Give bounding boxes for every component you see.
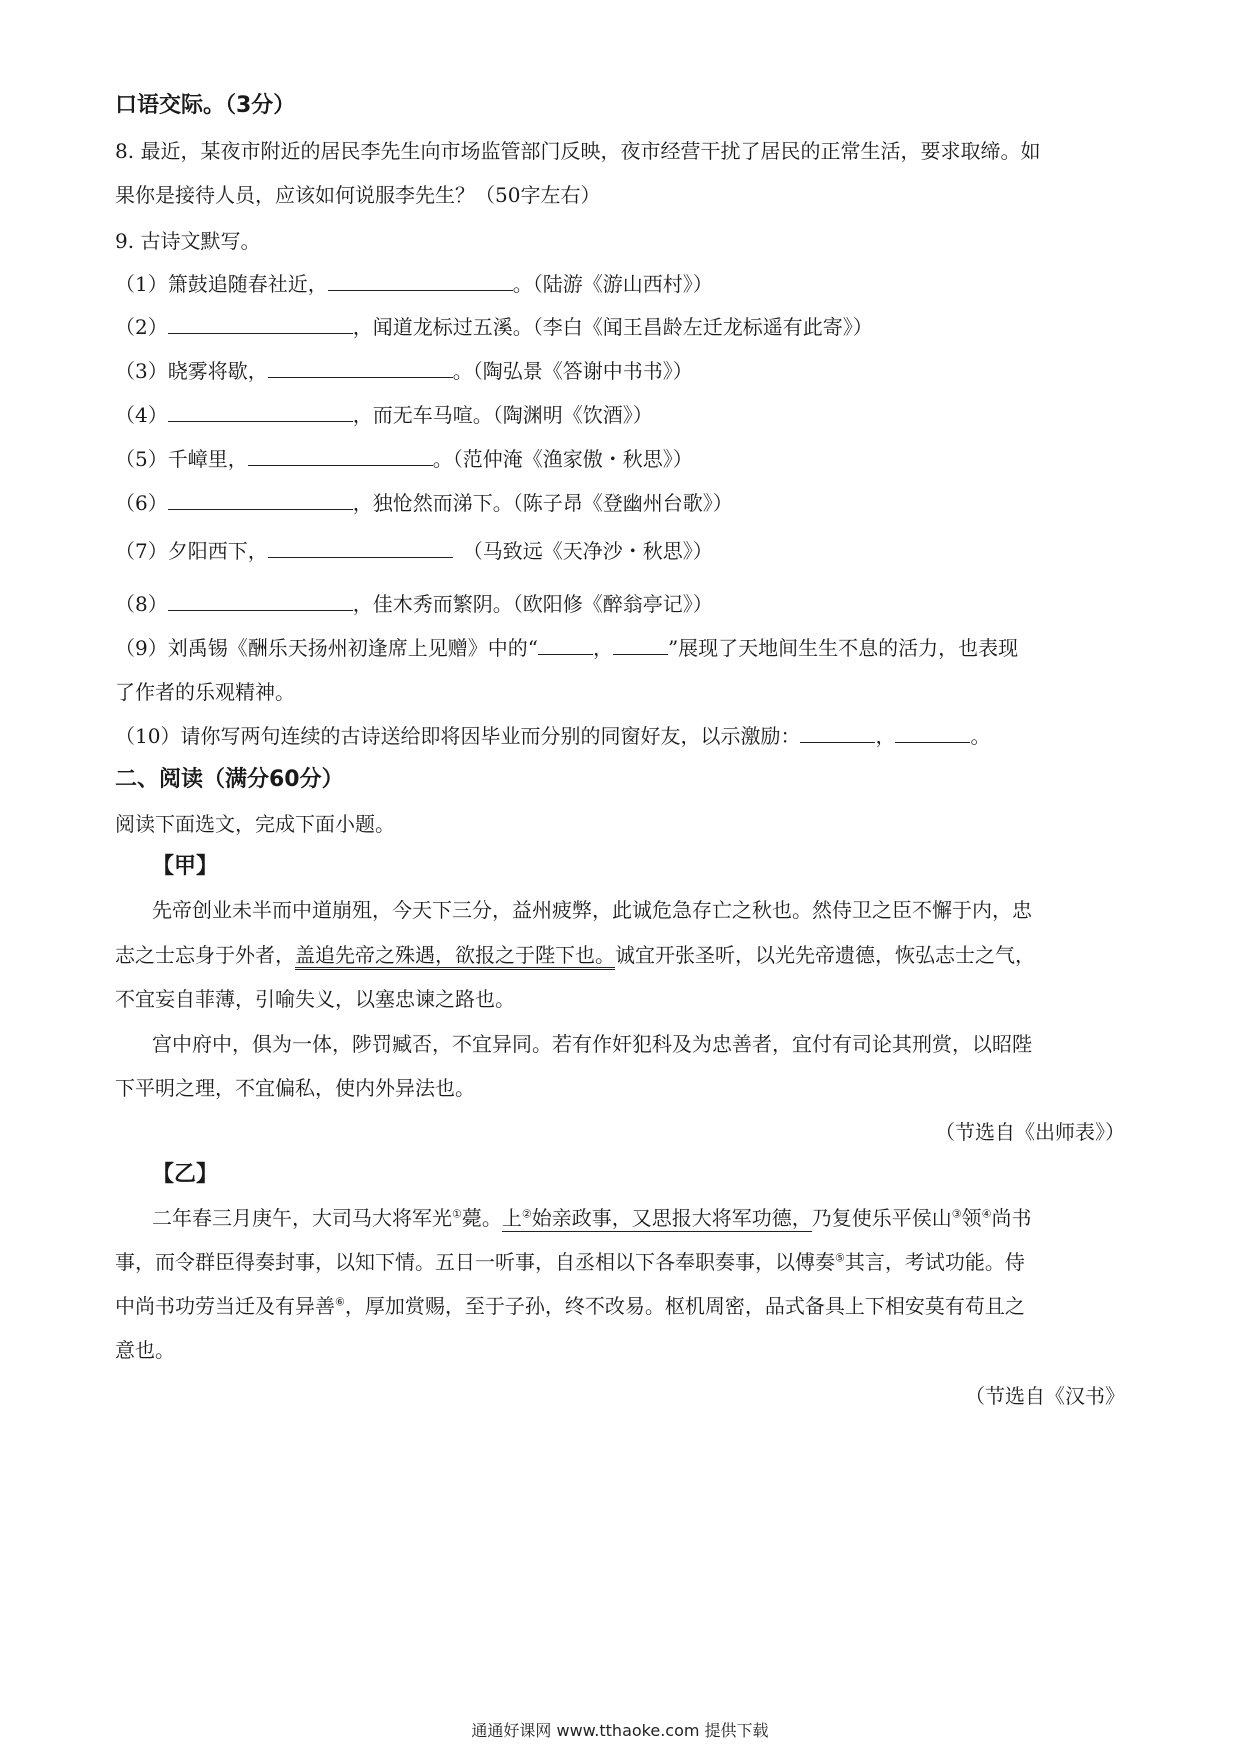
poem-item-7-prefix: （7）夕阳西下， [115,539,268,563]
poem-item-4-suffix: ，而无车马喧。（陶渊明《饮酒》） [352,403,653,427]
poem-item-9-line2: 了作者的乐观精神。 [115,680,295,704]
yi-line3 [115,1292,1125,1320]
yi-line1-d: 领 [961,1206,982,1230]
reading-intro: 阅读下面选文，完成下面小题。 [115,812,395,836]
jia-source: （节选自《出师表》） [935,1120,1125,1144]
yi-line4: 意也。 [115,1338,175,1362]
passage-jia-label: 【甲】 [152,854,219,879]
poem-item-10 [115,722,1125,750]
yi-underlined-b: 始亲政事，又思报大将军功德， [531,1206,812,1230]
yi-underlined-a: 上 [501,1206,522,1230]
poem-item-5-prefix: （5）千嶂里， [115,447,248,471]
poem-item-6-suffix: ，独怆然而涕下。（陈子昂《登幽州台歌》） [352,491,733,515]
answer-blank[interactable] [268,357,453,378]
poem-item-5 [115,445,1125,473]
jia-p1-line2-b: 诚宜开张圣听，以光先帝遗德，恢弘志士之气， [615,943,1035,967]
reading-heading: 二、阅读（满分60分） [115,767,344,792]
jia-p1-line2-a: 志之士忘身于外者， [115,943,295,967]
poem-item-4-prefix: （4） [115,403,168,427]
yi-line1-e: 尚书 [991,1206,1032,1230]
passage-yi-label: 【乙】 [152,1162,219,1187]
yi-source: （节选自《汉书》 [965,1384,1125,1408]
yi-line2-b: 其言，考试功能。侍 [844,1250,1025,1274]
poem-item-4 [115,401,1125,429]
poem-item-9 [115,634,1125,662]
yi-line3-a: 中尚书功劳当迁及有异善 [115,1294,335,1318]
yi-line1-c: 乃复使乐平侯山 [811,1206,952,1230]
poem-item-3-prefix: （3）晓雾将歇， [115,359,268,383]
poem-item-10-comma: ， [875,724,896,748]
jia-underlined-sentence: 盖追先帝之殊遇，欲报之于陛下也。 [295,943,615,970]
jia-p2-line2: 下平明之理，不宜偏私，使内外异法也。 [115,1076,475,1100]
footnote-marker-3: ③ [951,1207,962,1221]
poem-item-6-prefix: （6） [115,491,168,515]
poem-item-2 [115,313,1125,341]
answer-blank[interactable] [168,489,353,510]
answer-blank[interactable] [800,722,875,743]
poem-item-7 [115,537,1125,565]
page-footer: 通通好课网 www.tthaoke.com 提供下载 [471,1721,769,1740]
jia-p1-line3: 不宜妄自菲薄，引喻失义，以塞忠谏之路也。 [115,987,515,1011]
answer-blank[interactable] [248,445,433,466]
answer-blank[interactable] [268,537,453,558]
jia-p1-line2 [115,941,1125,969]
yi-line1-a: 二年春三月庚午，大司马大将军光 [152,1206,452,1230]
poem-item-2-suffix: ，闻道龙标过五溪。（李白《闻王昌龄左迁龙标遥有此寄》） [352,315,873,339]
poem-item-8-suffix: ，佳木秀而繁阴。（欧阳修《醉翁亭记》） [352,592,713,616]
yi-line2-a: 事，而令群臣得奏封事，以知下情。五日一听事，自丞相以下各奉职奏事，以傅奏 [115,1250,835,1274]
footnote-marker-5: ⑤ [835,1251,845,1265]
poem-item-5-suffix: 。（范仲淹《渔家傲・秋思》） [432,447,693,471]
footnote-marker-6: ⑥ [335,1295,345,1309]
answer-blank[interactable] [168,313,353,334]
poem-item-3-suffix: 。（陶弘景《答谢中书书》） [452,359,693,383]
answer-blank[interactable] [613,634,668,655]
poem-item-2-prefix: （2） [115,315,168,339]
poem-item-9-text-c: ”展现了天地间生生不息的活力，也表现 [667,636,1019,660]
poem-item-8 [115,590,1125,618]
poem-item-1 [115,270,1125,298]
yi-line1 [152,1204,1132,1232]
poem-item-9-comma: ， [592,636,613,660]
q8-line1: 8. 最近，某夜市附近的居民李先生向市场监管部门反映，夜市经营干扰了居民的正常生活，要求取缔。如 [115,139,1041,163]
poem-item-3 [115,357,1125,385]
answer-blank[interactable] [895,722,970,743]
answer-blank[interactable] [168,590,353,611]
yi-underlined-sentence [502,1206,812,1232]
answer-blank[interactable] [168,401,353,422]
footnote-marker-2: ② [521,1207,532,1221]
poem-item-6 [115,489,1125,517]
footnote-marker-1: ① [452,1207,462,1221]
footnote-marker-4: ④ [981,1207,992,1221]
jia-p2-line1: 宫中府中，俱为一体，陟罚臧否，不宜异同。若有作奸犯科及为忠善者，宜付有司论其刑赏，以昭陛 [152,1032,1032,1056]
oral-heading: 口语交际。（3分） [115,93,296,118]
poem-item-1-prefix: （1）箫鼓追随春社近， [115,272,328,296]
q8-line2: 果你是接待人员，应该如何说服李先生？（50字左右） [115,183,601,207]
yi-line3-b: ，厚加赏赐，至于子孙，终不改易。枢机周密，品式备具上下相安莫有苟且之 [344,1294,1025,1318]
jia-p1-line1: 先帝创业未半而中道崩殂，今天下三分，益州疲弊，此诚危急存亡之秋也。然侍卫之臣不懈于内，忠 [152,898,1032,922]
poem-item-10-end: 。 [970,724,991,748]
yi-line1-b: 薨。 [461,1206,502,1230]
poem-item-10-text-a: （10）请你写两句连续的古诗送给即将因毕业而分别的同窗好友，以示激励： [115,724,801,748]
poem-item-8-prefix: （8） [115,592,168,616]
q9-title: 9. 古诗文默写。 [115,229,261,253]
answer-blank[interactable] [538,634,593,655]
poem-item-7-suffix: （马致远《天净沙・秋思》） [452,539,713,563]
poem-item-1-suffix: 。（陆游《游山西村》） [512,272,713,296]
yi-line2 [115,1248,1125,1276]
answer-blank[interactable] [328,270,513,291]
poem-item-9-text-a: （9）刘禹锡《酬乐天扬州初逢席上见赠》中的“ [115,636,538,660]
